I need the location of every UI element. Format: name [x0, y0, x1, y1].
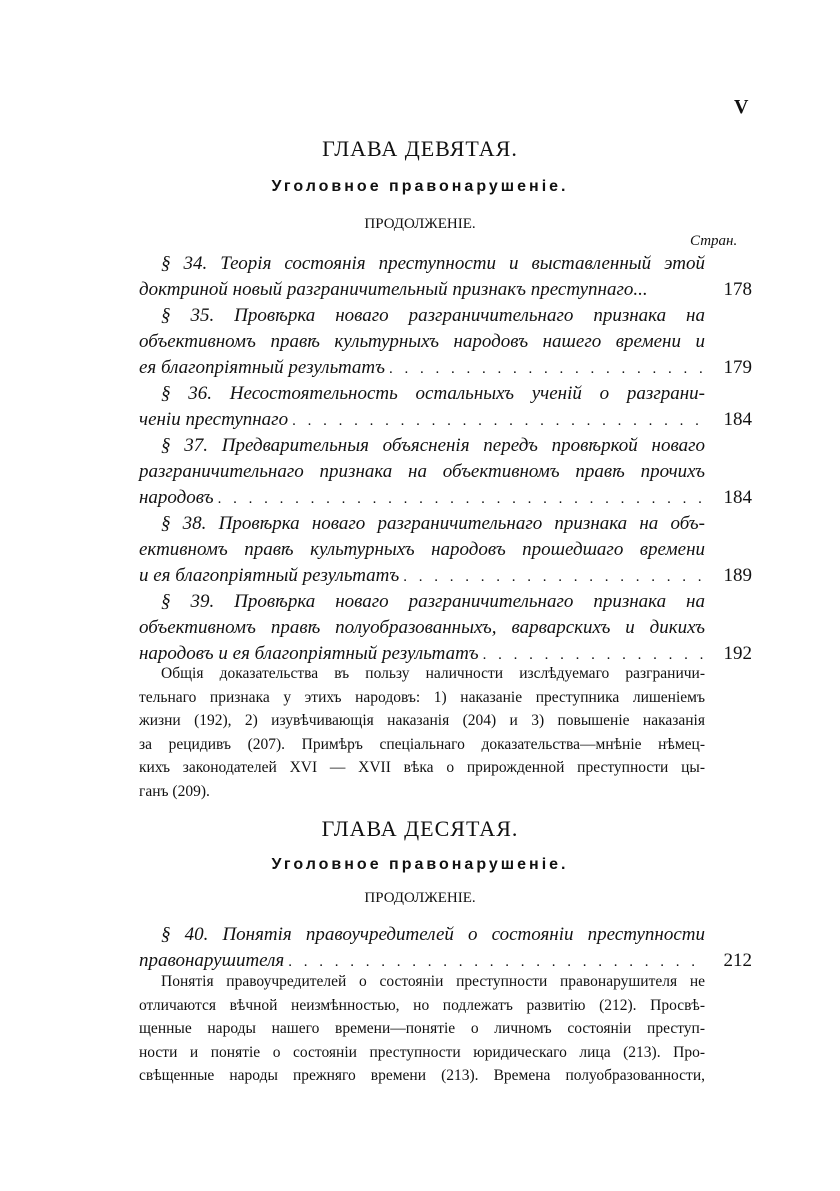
summary-line: Общія доказательства въ пользу наличности изслѣдуемаго разграничи- — [161, 665, 705, 682]
entry-line-last: народовъ — [139, 487, 214, 508]
entry-line: § 40. Понятія правоучредителей о состояніи преступности — [161, 924, 705, 945]
summary-line: тельнаго признака у этихъ народовъ: 1) наказаніе преступника лишеніемъ — [139, 688, 705, 706]
entry-line: § 38. Провѣрка новаго разграничительнаго признака на объ- — [161, 513, 705, 534]
entry-line: разграничительнаго признака на объективномъ правѣ прочихъ — [139, 461, 705, 482]
entry-line: § 35. Провѣрка новаго разграничительнаго признака на — [161, 305, 705, 326]
continuation-label: ПРОДОЛЖЕНIЕ. — [364, 216, 476, 232]
toc-entry-37 — [139, 433, 752, 512]
toc-entry-35 — [139, 303, 752, 382]
summary-line: свѣщенные народы прежняго времени (213). Времена полуобразованности, — [139, 1067, 705, 1084]
entry-line: объективномъ правѣ культурныхъ народовъ нашего времени и — [139, 331, 705, 352]
chapter-title: ГЛАВА ДЕВЯТАЯ. — [322, 136, 518, 161]
chapter-summary — [139, 970, 705, 1088]
entry-page: 212 — [723, 950, 752, 971]
entry-line-last: ченіи преступнаго — [139, 409, 289, 430]
toc-entry-39 — [139, 589, 752, 668]
toc-entry-34 — [139, 251, 752, 304]
entry-page: 178 — [723, 279, 752, 300]
entry-line-last: и ея благопріятный результатъ — [139, 565, 400, 586]
summary-line: Понятія правоучредителей о состояніи преступности правонарушителя не — [161, 973, 705, 990]
leader-dots — [389, 356, 704, 382]
entry-page: 179 — [723, 357, 752, 378]
summary-line: за рецидивъ (207). Примѣръ спеціальнаго доказательства—мнѣніе нѣмец- — [139, 735, 705, 753]
summary-line: отличаются вѣчной неизмѣнностью, но подлежатъ развитію (212). Просвѣ- — [139, 996, 705, 1014]
chapter-subtitle: Уголовное правонарушенie. — [271, 856, 569, 873]
pages-column-label: Стран. — [690, 233, 738, 249]
entry-page: 184 — [723, 409, 752, 430]
entry-line: объективномъ правѣ полуобразованныхъ, варварскихъ и дикихъ — [139, 617, 705, 638]
entry-line: § 39. Провѣрка новаго разграничительнаго признака на — [161, 591, 705, 612]
summary-line: кихъ законодателей XVI — XVII вѣка о прирожденной преступности цы- — [139, 759, 705, 776]
entry-page: 189 — [723, 565, 752, 586]
summary-line: щенные народы нашего времени—понятіе о личномъ состояніи преступ- — [139, 1020, 705, 1037]
entry-line: ективномъ правѣ культурныхъ народовъ прошедшаго времени — [139, 539, 705, 560]
chapter-summary — [139, 662, 705, 803]
entry-line: § 36. Несостоятельность остальныхъ ученій о разграни- — [161, 383, 705, 404]
summary-line: ности и понятіе о состояніи преступности юридическаго лица (213). Про- — [139, 1043, 705, 1061]
leader-dots — [218, 486, 704, 512]
toc-entry-40 — [139, 922, 752, 975]
toc-entry-36 — [139, 381, 752, 434]
chapter-subtitle: Уголовное правонарушенie. — [271, 178, 569, 195]
page-number: V — [734, 96, 749, 118]
summary-line: жизни (192), 2) изувѣчивающія наказанія (204) и 3) повышеніе наказанія — [139, 712, 705, 729]
leader-dots — [292, 408, 704, 434]
entry-line-last: ея благопріятный результатъ — [139, 357, 386, 378]
entry-line: § 34. Теорія состоянія преступности и выставленный этой — [161, 253, 705, 274]
chapter-title: ГЛАВА ДЕСЯТАЯ. — [321, 816, 519, 841]
entry-page: 192 — [723, 643, 752, 664]
entry-line: § 37. Предварительныя объясненія передъ провѣркой новаго — [161, 435, 705, 456]
continuation-label: ПРОДОЛЖЕНIЕ. — [364, 890, 476, 906]
summary-line: ганъ (209). — [139, 782, 210, 800]
leader-dots — [403, 564, 704, 590]
entry-line-last: правонарушителя — [139, 950, 285, 971]
entry-line-last: доктриной новый разграничительный признакъ преступнаго... — [139, 279, 648, 300]
toc-entry-38 — [139, 511, 752, 590]
entry-page: 184 — [723, 487, 752, 508]
entry-line-last: народовъ и ея благопріятный результатъ — [139, 643, 479, 664]
